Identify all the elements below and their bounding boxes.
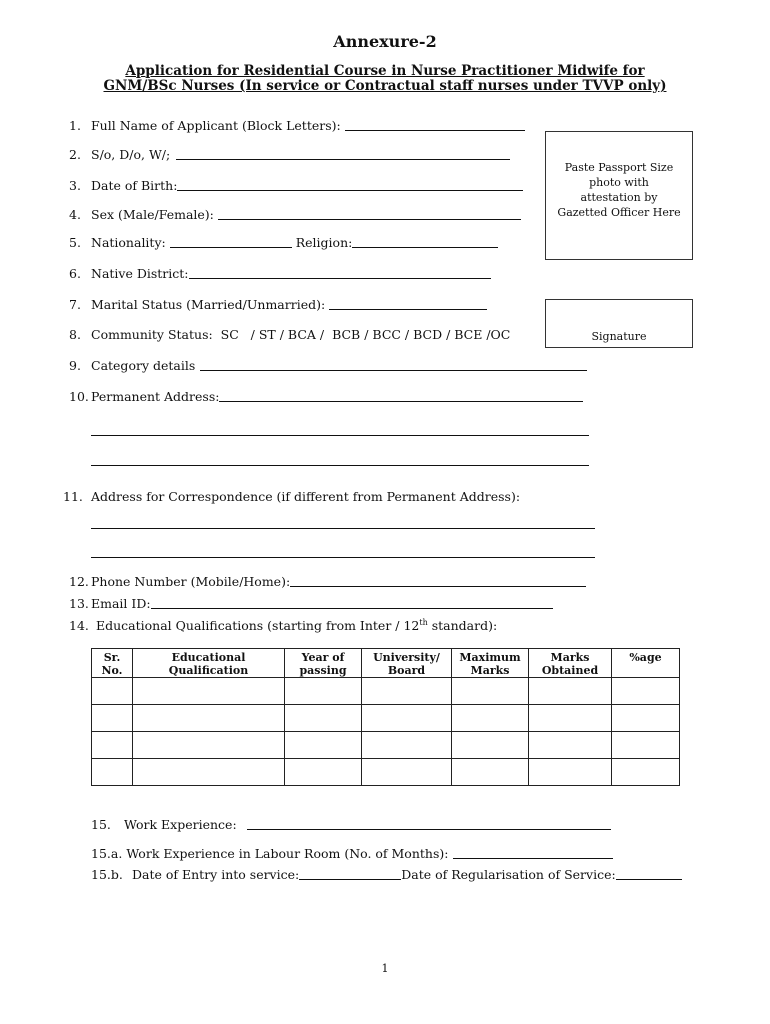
field-label: Sex (Male/Female): [91,207,214,222]
field-label: Phone Number (Mobile/Home): [91,574,291,589]
field-educational-qualifications [69,618,497,633]
input-line[interactable] [218,218,521,220]
field-label: Work Experience in Labour Room (No. of Months): [126,846,449,861]
field-number: 5. [69,235,81,250]
field-number: 15.a. [91,846,123,861]
photo-instruction-line: Paste Passport Size [564,161,674,174]
field-label [96,618,497,633]
photo-instruction-line: photo with [589,176,649,189]
column-header-marks-obtained: Marks Obtained [529,649,612,678]
table-cell[interactable] [133,705,285,732]
field-label: Marital Status (Married/Unmarried): [91,297,326,312]
field-label: Nationality: [91,235,166,250]
subtitle-line-1: Application for Residential Course in Nurse Practitioner Midwife for [125,63,645,79]
field-number: 12. [69,574,89,589]
table-cell[interactable] [612,732,680,759]
input-line[interactable] [176,158,510,160]
field-labour-room-experience [91,846,613,861]
education-table [91,648,680,786]
table-cell[interactable] [612,759,680,786]
photo-instruction-line: Gazetted Officer Here [557,206,681,219]
field-phone [69,574,586,589]
field-number: 3. [69,178,81,193]
input-line[interactable] [290,585,586,587]
field-label-regularisation: Date of Regularisation of Service: [401,867,616,882]
field-number: 11. [63,489,83,504]
table-cell[interactable] [452,759,529,786]
field-number: 8. [69,327,81,342]
table-cell[interactable] [612,705,680,732]
input-line[interactable] [453,857,613,859]
column-header-percentage: %age [612,649,680,678]
table-cell[interactable] [92,705,133,732]
regularisation-date-input-line[interactable] [616,878,682,880]
field-number: 10. [69,389,89,404]
table-row [92,678,680,705]
field-number: 7. [69,297,81,312]
label-superscript: th [419,618,428,627]
religion-input-line[interactable] [352,246,498,248]
field-number: 15. [91,817,111,832]
field-label: Work Experience: [124,817,237,832]
photo-instruction-line: attestation by [580,191,658,204]
table-row [92,705,680,732]
input-line[interactable] [329,308,487,310]
correspondence-address-line-1[interactable] [91,528,595,529]
table-header-row [92,649,680,678]
field-label: Address for Correspondence (if different from Permanent Address): [91,489,521,504]
field-work-experience [91,817,611,832]
field-number: 9. [69,358,81,373]
table-cell[interactable] [452,678,529,705]
document-title: Annexure-2 [333,32,437,51]
field-label: Native District: [91,266,189,281]
permanent-address-line-3[interactable] [91,465,589,466]
field-category [69,358,587,373]
entry-date-input-line[interactable] [299,878,401,880]
field-number: 15.b. [91,867,123,882]
table-cell[interactable] [92,759,133,786]
field-marital-status [69,297,487,312]
field-correspondence-address [63,489,520,504]
field-relation [69,147,510,162]
passport-photo-box[interactable] [545,131,693,260]
table-cell[interactable] [362,705,452,732]
page-number: 1 [381,962,389,975]
table-cell[interactable] [133,759,285,786]
subtitle-line-2: GNM/BSc Nurses (In service or Contractual staff nurses under TVVP only) [103,78,667,94]
field-number: 2. [69,147,81,162]
field-number: 14. [69,618,89,634]
field-label: Permanent Address: [91,389,220,404]
input-line[interactable] [189,277,491,279]
signature-box[interactable] [545,299,693,348]
table-cell[interactable] [529,678,612,705]
field-native-district [69,266,491,281]
table-cell[interactable] [529,705,612,732]
field-label: S/o, D/o, W/; [91,147,171,162]
column-header-qualification: Educational Qualification [133,649,285,678]
field-number: 6. [69,266,81,281]
field-email [69,596,553,611]
column-header-year: Year of passing [285,649,362,678]
field-label-religion: Religion: [295,235,353,250]
table-cell[interactable] [452,732,529,759]
input-line[interactable] [200,369,587,371]
correspondence-address-line-2[interactable] [91,557,595,558]
label-text: standard): [427,618,498,634]
signature-label: Signature [591,330,647,343]
table-cell[interactable] [529,759,612,786]
table-cell[interactable] [612,678,680,705]
field-nationality-religion [69,235,498,250]
photo-instruction [546,160,692,220]
input-line[interactable] [151,607,553,609]
input-line[interactable] [219,400,583,402]
nationality-input-line[interactable] [170,246,292,248]
table-cell[interactable] [133,678,285,705]
permanent-address-line-2[interactable] [91,435,589,436]
field-label: Full Name of Applicant (Block Letters): [91,118,341,133]
table-row [92,732,680,759]
label-text: Educational Qualifications (starting from Inter / 12 [96,618,420,634]
field-service-dates [91,867,682,882]
field-sex [69,207,521,222]
column-header-sr-no: Sr. No. [92,649,133,678]
document-subtitle [0,64,770,94]
field-label: Date of Entry into service: [132,867,300,882]
field-number: 4. [69,207,81,222]
table-cell[interactable] [285,759,362,786]
table-cell[interactable] [285,732,362,759]
column-header-university: University/ Board [362,649,452,678]
table-cell[interactable] [92,678,133,705]
field-label: Community Status: SC / ST / BCA / BCB / BCC / BCD / BCE /OC [91,327,511,342]
table-cell[interactable] [285,678,362,705]
input-line[interactable] [247,828,611,830]
field-community-status [69,327,510,342]
column-header-max-marks: Maximum Marks [452,649,529,678]
field-dob [69,178,523,193]
field-label: Email ID: [91,596,151,611]
table-cell[interactable] [529,732,612,759]
field-full-name [69,118,525,133]
table-cell[interactable] [362,759,452,786]
input-line[interactable] [345,129,525,131]
field-number: 13. [69,596,89,611]
table-cell[interactable] [452,705,529,732]
table-cell[interactable] [285,705,362,732]
input-line[interactable] [177,189,523,191]
table-cell[interactable] [92,732,133,759]
table-cell[interactable] [362,732,452,759]
field-label: Date of Birth: [91,178,178,193]
table-row [92,759,680,786]
table-cell[interactable] [133,732,285,759]
field-label: Category details [91,358,196,373]
field-number: 1. [69,118,81,133]
table-cell[interactable] [362,678,452,705]
field-permanent-address [69,389,583,404]
